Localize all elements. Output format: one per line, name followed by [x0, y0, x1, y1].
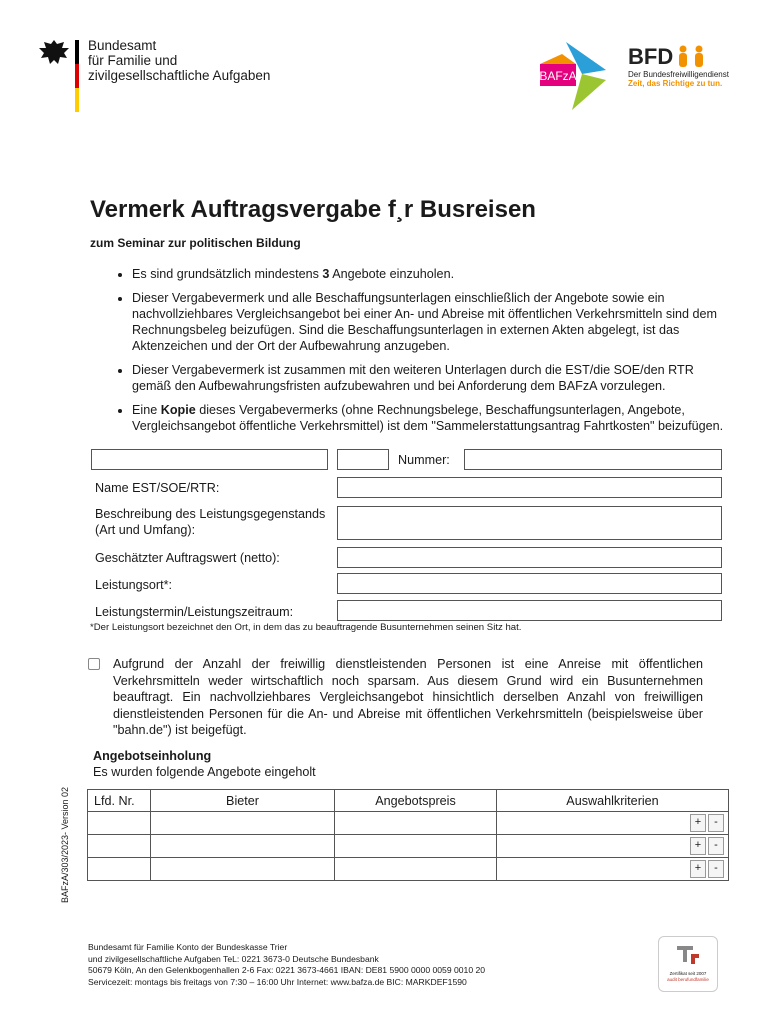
ministry-line: Bundesamt	[88, 38, 157, 53]
organisation-field[interactable]	[91, 449, 328, 470]
ministry-line: für Familie und	[88, 53, 178, 68]
auftragswert-label: Geschätzter Auftragswert (netto):	[95, 551, 280, 565]
table-row	[88, 858, 729, 881]
column-header: Auswahlkriterien	[497, 790, 729, 812]
nummer-field[interactable]	[464, 449, 722, 470]
form-version-label: BAFzA/303/2023- Version 02	[60, 786, 70, 904]
table-cell[interactable]	[497, 858, 729, 881]
table-cell[interactable]	[335, 835, 497, 858]
table-cell[interactable]	[88, 835, 151, 858]
footer	[88, 942, 485, 988]
add-row-button[interactable]: +	[690, 860, 706, 878]
code-field[interactable]	[337, 449, 389, 470]
bfd-logo	[628, 44, 729, 88]
add-row-button[interactable]: +	[690, 814, 706, 832]
column-header: Bieter	[151, 790, 335, 812]
federal-eagle-icon	[38, 38, 70, 68]
list-item: • Dieser Vergabevermerk und alle Beschaffungsunterlagen einschließlich der Angebote sowie ein nachvollziehbares Vergleichsangebot bei einer An- und Abreise mit öffentlichen Verkehrsmitteln sind dem Rechnungsbeleg beizufügen. Sind die Beschaffungsunterlagen in externen Akten abgelegt, ist das Aktenzeichen und der Ort der Aufbewahrung anzugeben.	[132, 290, 732, 354]
table-row	[88, 812, 729, 835]
table-cell[interactable]	[151, 812, 335, 835]
table-cell[interactable]	[497, 835, 729, 858]
table-header-row	[88, 790, 729, 812]
certificate-text: Zertifikat seit 2007	[669, 971, 707, 976]
add-row-button[interactable]: +	[690, 837, 706, 855]
table-cell[interactable]	[88, 858, 151, 881]
leistungstermin-label: Leistungstermin/Leistungszeitraum:	[95, 605, 294, 619]
column-header: Angebotspreis	[335, 790, 497, 812]
audit-logo-icon	[673, 940, 703, 966]
people-icon	[675, 45, 709, 69]
table-cell[interactable]	[151, 835, 335, 858]
name-field[interactable]	[337, 477, 722, 498]
beschreibung-field[interactable]	[337, 506, 722, 540]
remove-row-button[interactable]: -	[708, 860, 724, 878]
list-item: • Es sind grundsätzlich mindestens 3 Angebote einzuholen.	[132, 266, 732, 282]
offers-subtitle: Es wurden folgende Angebote eingeholt	[93, 765, 316, 779]
footer-line: 50679 Köln, An den Gelenkbogenhallen 2-6 Fax: 0221 3673-4661 IBAN: DE81 5900 0000 0059 0010 20	[88, 965, 486, 975]
bafza-logo	[536, 40, 612, 112]
audit-certificate-badge	[658, 936, 718, 992]
table-cell[interactable]	[335, 858, 497, 881]
table-cell[interactable]	[497, 812, 729, 835]
footer-line: Bundesamt für Familie Konto der Bundeskasse Trier	[88, 942, 288, 952]
ministry-name	[88, 38, 270, 83]
bfd-slogan: Zeit, das Richtige zu tun.	[628, 79, 723, 88]
name-label: Name EST/SOE/RTR:	[95, 481, 220, 495]
column-header: Lfd. Nr.	[88, 790, 151, 812]
certificate-text: audit berufundfamilie	[667, 977, 709, 982]
ministry-line: zivilgesellschaftliche Aufgaben	[88, 68, 271, 83]
list-item: • Dieser Vergabevermerk ist zusammen mit den weiteren Unterlagen durch die EST/die SOE/den RTR gemäß den Aufbewahrungsfristen aufzubewahren und bei Anforderung dem BAFzA vorzulegen.	[132, 362, 732, 394]
instructions-list	[118, 266, 732, 442]
remove-row-button[interactable]: -	[708, 814, 724, 832]
auftragswert-field[interactable]	[337, 547, 722, 568]
page-subtitle: zum Seminar zur politischen Bildung	[90, 236, 301, 250]
table-cell[interactable]	[151, 858, 335, 881]
table-cell[interactable]	[88, 812, 151, 835]
leistungstermin-field[interactable]	[337, 600, 722, 621]
checkbox-text: Aufgrund der Anzahl der freiwillig dienstleistenden Personen ist eine Anreise mit öffentlichen Verkehrsmitteln weder wirtschaftlich noch sparsam. Aus diesem Grund wird ein Busunternehmen beauftragt. Ein nachvollziehbares Vergleichsangebot hinsichtlich derselben Anzahl von freiwilligen dienstleistenden Personen für die An- und Abreise mit öffentlichen Verkehrsmitteln (beispielsweise über "bahn.de") ist beigefügt.	[113, 657, 703, 737]
svg-text:BAFzA: BAFzA	[539, 69, 577, 83]
beschreibung-label: Beschreibung des Leistungsgegenstands (Art und Umfang):	[95, 507, 326, 537]
footer-line: und zivilgesellschaftliche Aufgaben TeL: 0221 3673-0 Deutsche Bundesbank	[88, 953, 379, 964]
table-cell[interactable]	[335, 812, 497, 835]
nummer-label: Nummer:	[398, 453, 450, 467]
table-row	[88, 835, 729, 858]
footer-line: Servicezeit: montags bis freitags von 7:30 – 16:00 Uhr Internet: www.bafza.de BIC: MARKDEF1590	[88, 976, 467, 987]
offers-title: Angebotseinholung	[93, 749, 212, 763]
remove-row-button[interactable]: -	[708, 837, 724, 855]
list-item: • Eine Kopie dieses Vergabevermerks (ohne Rechnungsbelege, Beschaffungsunterlagen, Angebote, Vergleichsangebot öffentliche Verkehrsmittel) ist dem "Sammelerstattungsantrag Fahrtkosten" beizufügen.	[132, 402, 732, 434]
page-title: Vermerk Auftragsvergabe f¸r Busreisen	[90, 196, 536, 223]
footnote: *Der Leistungsort bezeichnet den Ort, in dem das zu beauftragende Busunternehmen seinen Sitz hat.	[90, 622, 522, 633]
offers-table	[87, 789, 729, 881]
bfd-logo-text: BFD	[628, 44, 674, 69]
leistungsort-field[interactable]	[337, 573, 722, 594]
leistungsort-label: Leistungsort*:	[95, 578, 173, 592]
flag-bar	[75, 40, 79, 112]
public-transport-checkbox[interactable]	[88, 658, 100, 670]
bfd-tagline: Der Bundesfreiwilligendienst	[628, 70, 729, 79]
